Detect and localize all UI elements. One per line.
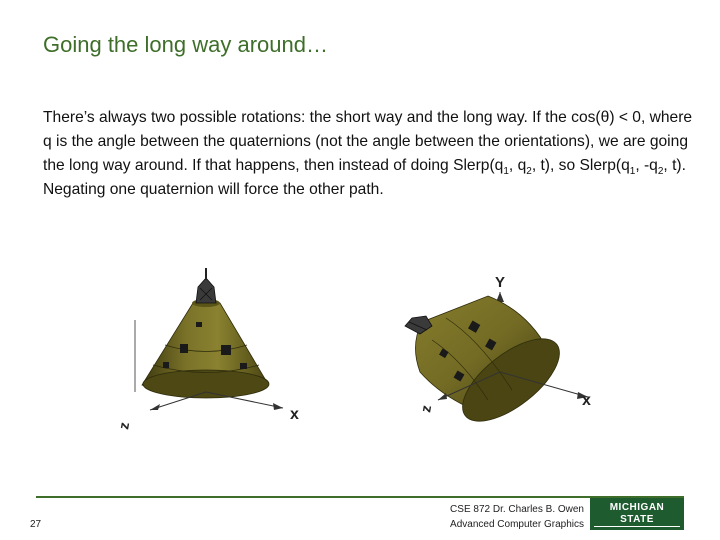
left-x-label: x (290, 406, 299, 423)
slide-title: Going the long way around… (43, 32, 328, 57)
body-text-part: , t), so Slerp(q (531, 157, 630, 174)
body-text-part: , q (508, 157, 527, 174)
body-text-part: , -q (635, 157, 658, 174)
logo-top-text: MICHIGAN STATE (594, 498, 680, 527)
body-text-part: ) < 0, where q is the angle between the quaternions (not the angle between the orientations), we are going the long way around. If that happens, then instead of doing Slerp(q (43, 109, 693, 174)
right-z-label: z (417, 403, 435, 414)
course-line-1: CSE 872 Dr. Charles B. Owen (450, 504, 584, 515)
left-capsule (135, 268, 283, 410)
left-z-label: z (115, 420, 133, 431)
body-text-part: There’s always two possible rotations: the short way and the long way. If the cos( (43, 109, 601, 126)
msu-logo (590, 498, 684, 537)
logo-bottom-text: UNIVERSITY (599, 528, 677, 537)
course-info (450, 502, 584, 532)
right-capsule (405, 292, 588, 436)
footer-divider (36, 496, 684, 498)
body-text-part: , t). Negating one quaternion will force the other path. (43, 157, 686, 198)
right-x-label: x (582, 392, 591, 409)
theta-symbol: θ (600, 109, 610, 126)
subscript: 1 (629, 166, 636, 178)
right-y-label: Y (495, 274, 506, 291)
subscript: 1 (503, 166, 509, 178)
subscript: 2 (657, 166, 664, 178)
subscript: 2 (526, 166, 532, 178)
page-number: 27 (30, 519, 42, 530)
course-line-2: Advanced Computer Graphics (450, 519, 584, 530)
